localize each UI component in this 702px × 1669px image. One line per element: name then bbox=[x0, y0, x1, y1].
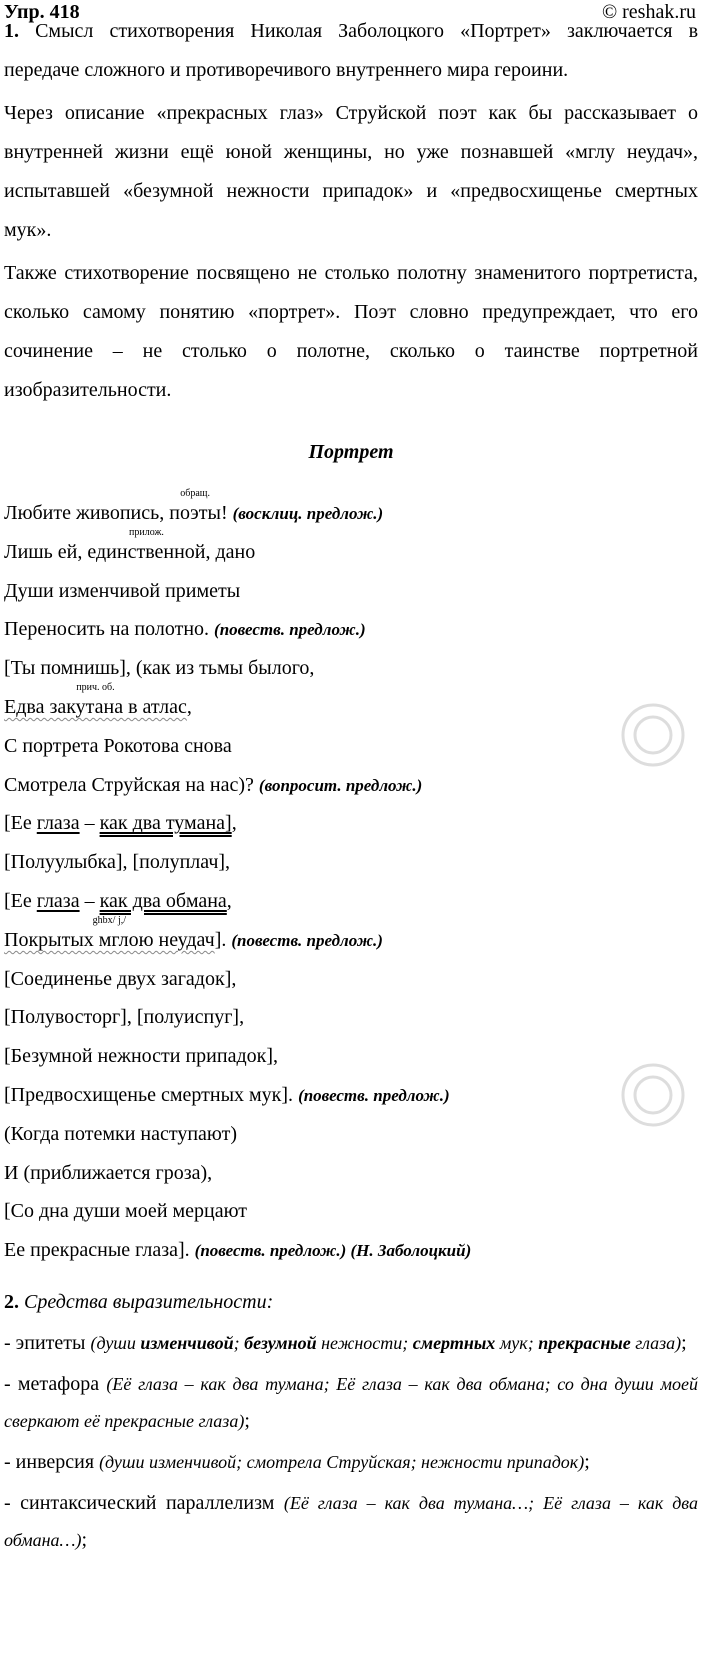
segment-text: Ее прекрасные глаза]. bbox=[4, 1239, 195, 1262]
text-segment bbox=[4, 1123, 237, 1145]
segment-text: Любите живопись, bbox=[4, 502, 170, 524]
segment-text: – bbox=[79, 812, 100, 835]
text-segment bbox=[100, 812, 232, 834]
segment-text: , bbox=[226, 889, 232, 912]
grammar-annotation: ghbx/ j,/ bbox=[92, 914, 127, 926]
text-segment bbox=[82, 1529, 88, 1551]
exercise-number: Упр. 418 bbox=[4, 1, 80, 23]
text-segment bbox=[4, 1084, 298, 1106]
text-segment bbox=[259, 776, 422, 795]
device-item bbox=[4, 1444, 698, 1481]
segment-text: (восклиц. предлож.) bbox=[232, 504, 384, 523]
text-segment bbox=[215, 929, 232, 951]
poem-line bbox=[4, 960, 698, 999]
segment-text: (повеств. предлож.) (Н. Заболоцкий) bbox=[194, 1241, 472, 1261]
segment-text: (Её глаза – как два тумана…; Её глаза – как два обмана…) bbox=[4, 1492, 698, 1550]
segment-text: , bbox=[186, 695, 192, 718]
poem-line bbox=[4, 914, 698, 960]
copyright: © reshak.ru bbox=[601, 1, 696, 23]
segment-text: - синтаксический параллелизм bbox=[4, 1491, 284, 1514]
segment-text: безумной bbox=[244, 1332, 317, 1353]
annotated-text bbox=[4, 681, 187, 718]
segment-text: Покрытых мглою неудач bbox=[4, 928, 215, 951]
segment-text: нежности; bbox=[316, 1332, 413, 1353]
poem-line bbox=[4, 998, 698, 1037]
poem-line bbox=[4, 681, 698, 727]
text-segment bbox=[206, 541, 256, 563]
paragraph: Также стихотворение посвящено не столько полотну знаменитого портретиста, сколько самому понятию «портрет». Поэт словно предупреждает, что его сочинение – не столько о полотне, сколько о таинстве портретной изобразительности. bbox=[4, 262, 698, 401]
text-segment bbox=[80, 812, 100, 834]
segment-text: смертных bbox=[412, 1332, 496, 1353]
segment-text: Души изменчивой приметы bbox=[4, 579, 241, 602]
paragraph bbox=[4, 12, 698, 90]
segment-text: мук; bbox=[495, 1332, 539, 1353]
text-segment bbox=[231, 931, 383, 950]
poem-line bbox=[4, 1037, 698, 1076]
segment-text: [Полувосторг], [полуиспуг], bbox=[4, 1006, 245, 1029]
segment-text: ; bbox=[81, 1528, 88, 1551]
text-segment bbox=[4, 1006, 244, 1028]
devices-list bbox=[4, 1325, 698, 1559]
text-segment bbox=[187, 696, 192, 718]
text-segment bbox=[233, 504, 384, 523]
text-segment bbox=[4, 1045, 278, 1067]
text-segment bbox=[244, 1333, 317, 1353]
segment-text: (повеств. предлож.) bbox=[231, 930, 383, 950]
segment-text: , bbox=[231, 812, 237, 835]
text-segment bbox=[317, 1333, 413, 1353]
text-segment bbox=[4, 1239, 195, 1261]
part-number: 2. bbox=[4, 1290, 19, 1313]
segment-text: [Ее bbox=[4, 812, 37, 835]
segment-text: (повеств. предлож.) bbox=[214, 620, 366, 640]
text-segment bbox=[4, 657, 314, 679]
part2 bbox=[4, 1284, 698, 1559]
segment-text: ; bbox=[244, 1409, 250, 1432]
poem-line bbox=[4, 572, 698, 611]
text-segment bbox=[4, 1374, 698, 1431]
device-item bbox=[4, 1366, 698, 1440]
paragraph-text: Смысл стихотворения Николая Заболоцкого «Портрет» заключается в передаче сложного и противоречивого внутреннего мира героини. bbox=[4, 20, 699, 81]
text-segment bbox=[4, 541, 87, 563]
text-segment bbox=[4, 618, 214, 640]
text-segment bbox=[214, 620, 366, 639]
segment-text: как два обмана bbox=[99, 889, 227, 912]
segment-text: Смотрела Струйская на нас)? bbox=[4, 773, 259, 796]
segment-text: [Со дна души моей мерцают bbox=[4, 1200, 248, 1223]
segment-text: прекрасные bbox=[538, 1332, 631, 1353]
text-segment bbox=[4, 1492, 284, 1514]
segment-text: – bbox=[79, 889, 100, 912]
poem-line bbox=[4, 1115, 698, 1154]
segment-text: [Безумной нежности припадок], bbox=[4, 1045, 279, 1068]
segment-text: (повеств. предлож.) bbox=[298, 1085, 450, 1105]
segment-text: - инверсия bbox=[4, 1450, 100, 1473]
text-segment bbox=[4, 890, 37, 912]
segment-text: ! bbox=[220, 502, 233, 524]
text-segment bbox=[4, 1162, 212, 1184]
grammar-annotation: прич. об. bbox=[76, 681, 115, 693]
text-segment bbox=[4, 735, 232, 757]
segment-text: ; bbox=[584, 1450, 590, 1473]
segment-text: поэты bbox=[169, 502, 221, 524]
text-segment bbox=[4, 1200, 247, 1222]
segment-text: - эпитеты bbox=[4, 1331, 91, 1354]
text-segment bbox=[37, 890, 80, 912]
text-segment bbox=[4, 580, 240, 602]
text-segment bbox=[4, 774, 259, 796]
text-segment bbox=[80, 890, 100, 912]
text-segment bbox=[298, 1086, 450, 1105]
segment-text: единственной bbox=[87, 540, 206, 563]
text-segment bbox=[4, 851, 230, 873]
segment-text: [Ты помнишь], (как из тьмы былого, bbox=[4, 657, 315, 680]
paragraph: Через описание «прекрасных глаз» Струйской поэт как бы рассказывает о внутренней жизни ещё юной женщины, но уже познавшей «мглу неудач», испытавшей «безумной нежности припадок» и «предвосхищенье смертных мук». bbox=[4, 102, 698, 241]
text-segment bbox=[681, 1332, 687, 1354]
segment-text: (души изменчивой; смотрела Струйская; нежности припадок) bbox=[99, 1451, 585, 1472]
poem-line bbox=[4, 526, 698, 572]
part2-heading bbox=[4, 1284, 698, 1321]
text-segment bbox=[227, 890, 232, 912]
segment-text: С портрета Рокотова снова bbox=[4, 734, 232, 757]
document-body bbox=[4, 12, 698, 1563]
poem-line bbox=[4, 1231, 698, 1270]
poem-line bbox=[4, 1192, 698, 1231]
text-segment bbox=[4, 1332, 90, 1354]
segment-text: И (приближается гроза), bbox=[4, 1161, 213, 1184]
text-segment bbox=[631, 1333, 681, 1353]
segment-text: , дано bbox=[205, 540, 256, 563]
segment-text: глаза bbox=[36, 889, 80, 912]
segment-text: как два тумана] bbox=[99, 812, 232, 835]
part-number: 1. bbox=[4, 20, 19, 42]
text-segment bbox=[4, 502, 169, 524]
segment-text: глаза) bbox=[630, 1332, 682, 1353]
text-segment bbox=[37, 812, 80, 834]
poem-line bbox=[4, 804, 698, 843]
poem-line bbox=[4, 766, 698, 805]
segment-text: Лишь ей, bbox=[4, 540, 88, 563]
poem-line bbox=[4, 843, 698, 882]
segment-text: ; bbox=[233, 1332, 245, 1353]
grammar-annotation: прилож. bbox=[129, 526, 164, 538]
poem-line bbox=[4, 727, 698, 766]
poem-line bbox=[4, 1076, 698, 1115]
annotated-text bbox=[4, 914, 215, 951]
segment-text: Переносить на полотно. bbox=[4, 618, 215, 641]
poem-line bbox=[4, 610, 698, 649]
text-segment bbox=[495, 1333, 538, 1353]
text-segment bbox=[538, 1333, 631, 1353]
device-item bbox=[4, 1485, 698, 1559]
segment-text: (души bbox=[90, 1332, 141, 1353]
grammar-annotation: обращ. bbox=[180, 488, 210, 499]
device-item bbox=[4, 1325, 698, 1362]
text-segment bbox=[99, 1452, 584, 1472]
watermark-icon bbox=[618, 700, 688, 770]
text-segment bbox=[100, 890, 227, 912]
text-segment bbox=[4, 812, 37, 834]
text-segment bbox=[244, 1410, 250, 1432]
segment-text: Едва закутана в атлас bbox=[4, 695, 187, 718]
text-segment bbox=[413, 1333, 496, 1353]
segment-text: ; bbox=[681, 1331, 687, 1354]
poem bbox=[4, 488, 698, 1270]
poem-title: Портрет bbox=[308, 441, 394, 463]
segment-text: изменчивой bbox=[140, 1332, 234, 1353]
text-segment bbox=[90, 1333, 140, 1353]
segment-text: [Предвосхищенье смертных мук]. bbox=[4, 1083, 299, 1106]
text-segment bbox=[4, 1451, 99, 1473]
segment-text: [Ее bbox=[4, 889, 37, 912]
segment-text: ]. bbox=[214, 928, 232, 951]
annotated-text bbox=[87, 526, 206, 563]
segment-text: (Когда потемки наступают) bbox=[4, 1122, 237, 1145]
segment-text: [Соединенье двух загадок], bbox=[4, 967, 237, 990]
text-segment bbox=[221, 502, 233, 524]
heading-text: Средства выразительности: bbox=[24, 1290, 274, 1313]
text-segment bbox=[584, 1451, 590, 1473]
text-segment bbox=[234, 1333, 245, 1353]
segment-text: глаза bbox=[36, 812, 80, 835]
annotated-text bbox=[169, 488, 221, 524]
text-segment bbox=[140, 1333, 233, 1353]
text-segment bbox=[195, 1241, 472, 1260]
segment-text: - метафора bbox=[4, 1372, 107, 1395]
segment-text: (Её глаза – как два тумана; Её глаза – как два обмана; со дна души моей сверкают её прекрасные глаза) bbox=[4, 1373, 698, 1431]
segment-text: (вопросит. предлож.) bbox=[258, 775, 423, 795]
poem-line bbox=[4, 1154, 698, 1193]
segment-text: [Полуулыбка], [полуплач], bbox=[4, 851, 231, 874]
text-segment bbox=[232, 812, 237, 834]
watermark-icon bbox=[618, 1060, 688, 1130]
poem-line bbox=[4, 488, 698, 533]
part1-text bbox=[4, 12, 698, 410]
text-segment bbox=[4, 968, 236, 990]
text-segment bbox=[4, 1373, 106, 1395]
